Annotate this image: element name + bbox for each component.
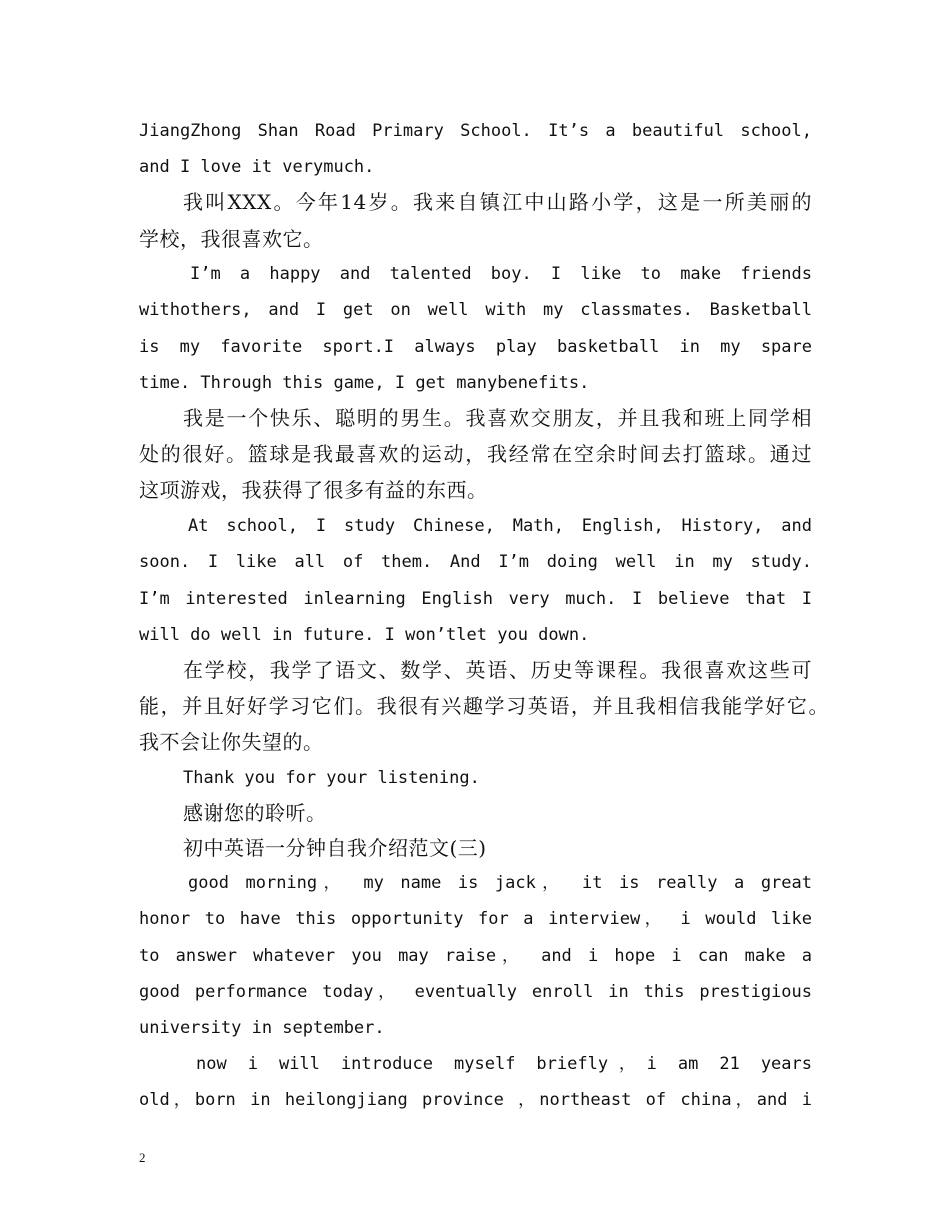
text-line: 能，并且好好学习它们。我很有兴趣学习英语，并且我相信我能学好它。	[139, 694, 829, 718]
text-line: I’m interested inlearning English very much. I believe that I	[139, 589, 812, 609]
text-line: will do well in future. I won’tlet you down.	[139, 625, 590, 645]
text-line: 这项游戏，我获得了很多有益的东西。	[139, 478, 488, 502]
text-line: 在学校，我学了语文、数学、英语、历史等课程。我很喜欢这些可	[183, 658, 812, 682]
text-line: now i will introduce myself briefly，i am 21 years	[196, 1054, 812, 1074]
section-heading: 初中英语一分钟自我介绍范文(三)	[183, 836, 487, 860]
text-line: I’m a happy and talented boy. I like to make friends	[190, 264, 812, 284]
text-line: 学校，我很喜欢它。	[139, 227, 324, 251]
text-line: honor to have this opportunity for a interview， i would like	[139, 909, 812, 929]
text-line: and I love it verymuch.	[139, 157, 375, 177]
text-line: university in september.	[139, 1018, 385, 1038]
text-line: soon. I like all of them. And I’m doing well in my study.	[139, 552, 812, 572]
text-line: JiangZhong Shan Road Primary School. It’s a beautiful school,	[139, 121, 812, 141]
text-line: 我是一个快乐、聪明的男生。我喜欢交朋友，并且我和班上同学相	[183, 406, 812, 430]
text-line: old，born in heilongjiang province ，northeast of china，and i	[139, 1090, 812, 1110]
text-line: 我叫XXX。今年14岁。我来自镇江中山路小学，这是一所美丽的	[183, 190, 812, 214]
text-line: Thank you for your listening.	[183, 768, 480, 788]
text-line: At school, I study Chinese, Math, English, History, and	[188, 516, 812, 536]
text-line: withothers, and I get on well with my classmates. Basketball	[139, 300, 812, 320]
text-line: 感谢您的聆听。	[183, 801, 327, 825]
text-line: 我不会让你失望的。	[139, 730, 324, 754]
text-line: good morning， my name is jack， it is really a great	[188, 873, 812, 893]
text-line: good performance today， eventually enroll in this prestigious	[139, 982, 812, 1002]
text-line: is my favorite sport.I always play basketball in my spare	[139, 337, 812, 357]
text-line: time. Through this game, I get manybenefits.	[139, 373, 590, 393]
text-line: 处的很好。篮球是我最喜欢的运动，我经常在空余时间去打篮球。通过	[139, 442, 812, 466]
page-number: 2	[139, 1150, 146, 1165]
text-line: to answer whatever you may raise， and i hope i can make a	[139, 946, 812, 966]
